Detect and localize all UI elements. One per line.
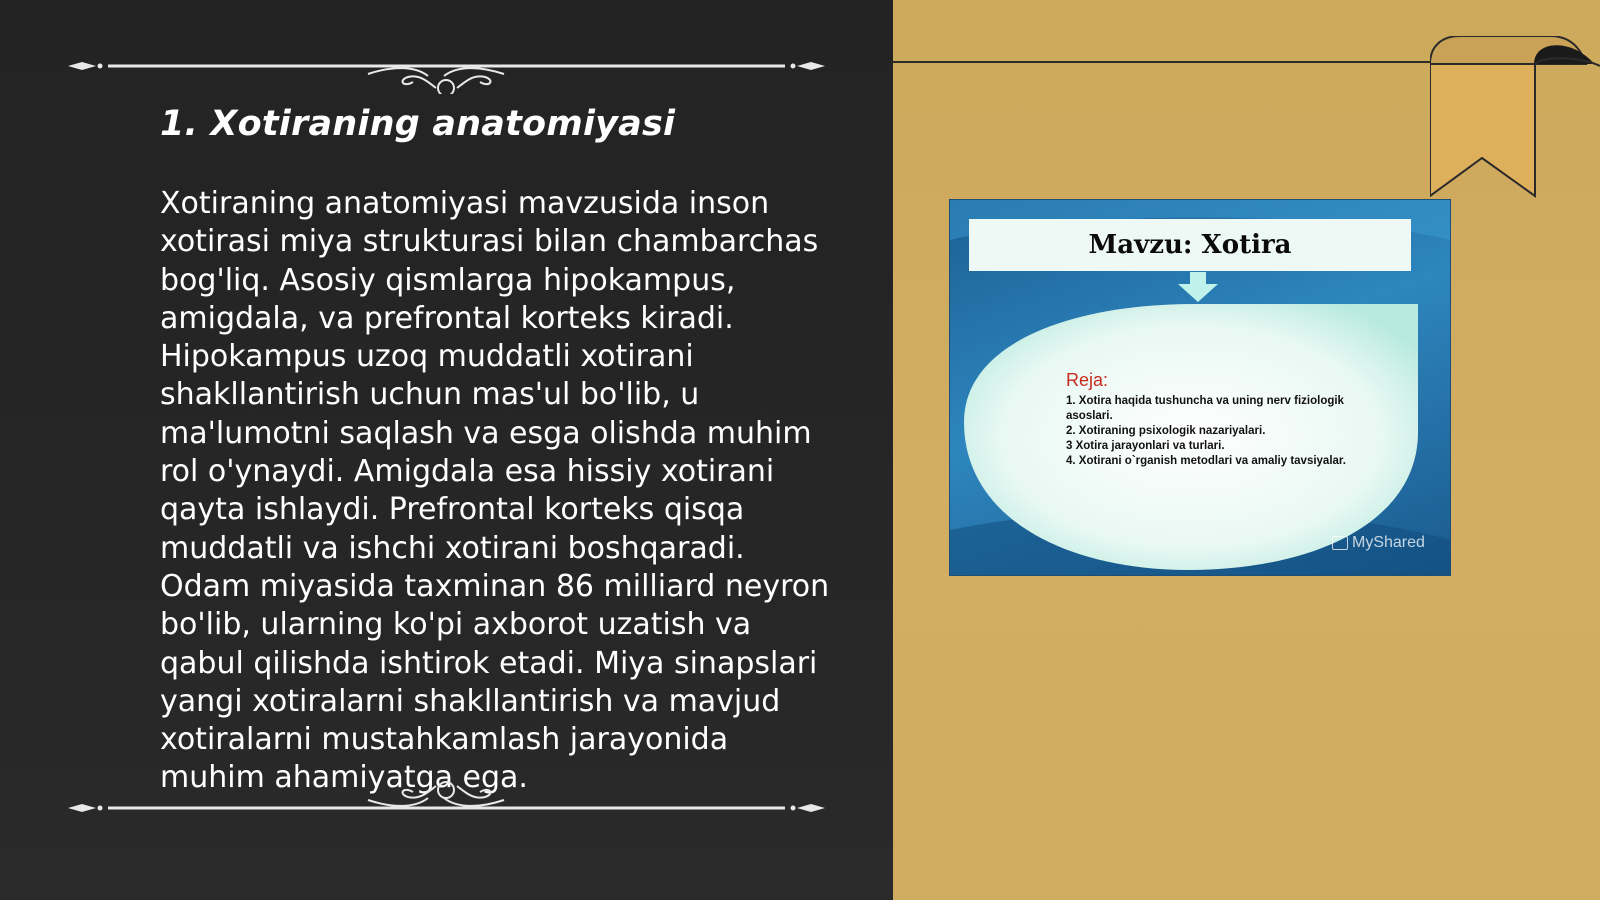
slide-thumbnail-image — [950, 200, 1450, 575]
bookmark-ribbon-icon — [1430, 36, 1600, 201]
myshared-watermark — [1332, 534, 1425, 552]
top-rule-line — [893, 61, 1438, 63]
myshared-logo-icon — [1332, 536, 1348, 550]
top-ornament-divider — [68, 44, 825, 94]
plan-item: 3 Xotira jarayonlari va turlari. — [1066, 440, 1225, 452]
slide-title: 1. Xotiraning anatomiyasi — [160, 104, 676, 144]
thumbnail-plan-list — [1066, 394, 1366, 469]
slide-body-text: Xotiraning anatomiyasi mavzusida inson xotirasi miya strukturasi bilan chambarchas bog'liq. Asosiy qismlarga hipokampus, amigdala, va prefrontal korteks kiradi. Hipokampus uzoq muddatli xotirani shakllantirish uchun mas'ul bo'lib, u ma'lumotni saqlash va esga olishda muhim rol o'ynaydi. Amigdala esa hissiy xotirani qayta ishlaydi. Prefrontal korteks qisqa muddatli va ishchi xotirani boshqaradi. Odam miyasida taxminan 86 milliard neyron bo'lib, ularning ko'pi axborot uzatish va qabul qilishda ishtirok etadi. Miya sinapslari yangi xotiralarni shakllantirish va mavjud xotiralarni mustahkamlash jarayonida muhim ahamiyatga ega. — [160, 186, 830, 796]
arrow-down-icon — [1176, 272, 1220, 302]
thumbnail-plan-label: Reja: — [1066, 370, 1109, 390]
thumbnail-heading-box — [969, 219, 1411, 271]
bottom-ornament-divider — [68, 780, 825, 830]
plan-item: 2. Xotiraning psixologik nazariyalari. — [1066, 425, 1266, 437]
thumbnail-heading: Mavzu: Xotira — [1088, 230, 1292, 260]
watermark-text: MyShared — [1352, 534, 1425, 551]
plan-item: 1. Xotira haqida tushuncha va uning nerv fiziologik asoslari. — [1066, 395, 1344, 422]
plan-item: 4. Xotirani o`rganish metodlari va amaliy tavsiyalar. — [1066, 455, 1346, 467]
